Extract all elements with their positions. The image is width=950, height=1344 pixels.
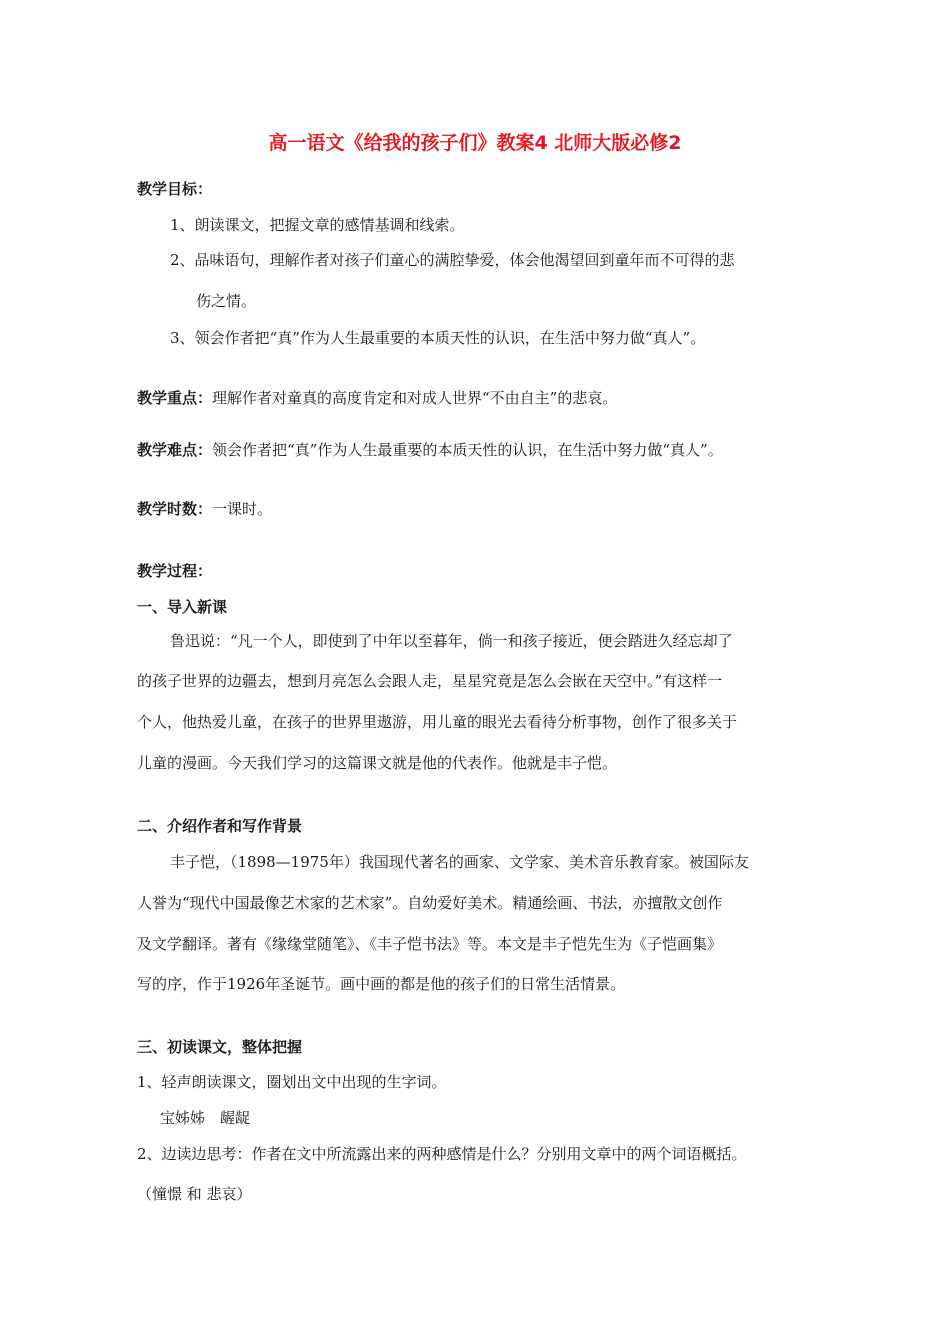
section-1-heading: 一、导入新课 bbox=[137, 598, 228, 616]
section-1-line: 鲁迅说：“凡一个人，即使到了中年以至暮年，倘一和孩子接近，便会踏进久经忘却了 bbox=[170, 632, 733, 650]
section-1-line: 儿童的漫画。今天我们学习的这篇课文就是他的代表作。他就是丰子恺。 bbox=[137, 754, 618, 772]
objective-2-line-1: 2、品味语句，理解作者对孩子们童心的满腔挚爱，体会他渴望回到童年而不可得的悲 bbox=[170, 251, 735, 269]
section-3-heading: 三、初读课文，整体把握 bbox=[137, 1038, 303, 1056]
key-point-text: 理解作者对童真的高度肯定和对成人世界“不由自主”的悲哀。 bbox=[212, 389, 618, 407]
section-2-heading: 二、介绍作者和写作背景 bbox=[137, 817, 303, 835]
section-1-line: 的孩子世界的边疆去，想到月亮怎么会跟人走，星星究竟是怎么会嵌在天空中。”有这样一 bbox=[137, 672, 723, 690]
section-3-answer: （憧憬 和 悲哀） bbox=[137, 1185, 252, 1203]
objectives-heading: 教学目标： bbox=[137, 180, 213, 198]
section-3-item-1: 1、轻声朗读课文，圈划出文中出现的生字词。 bbox=[137, 1073, 447, 1091]
section-3-item-2: 2、边读边思考：作者在文中所流露出来的两种感情是什么？分别用文章中的两个词语概括。 bbox=[137, 1145, 747, 1163]
objective-1: 1、朗读课文，把握文章的感情基调和线索。 bbox=[170, 216, 465, 234]
difficulty-text: 领会作者把“真”作为人生最重要的本质天性的认识，在生活中努力做“真人”。 bbox=[212, 441, 723, 459]
difficulty-label: 教学难点： bbox=[137, 441, 213, 459]
process-heading: 教学过程： bbox=[137, 562, 213, 580]
difficulty bbox=[137, 439, 723, 460]
objective-3: 3、领会作者把“真”作为人生最重要的本质天性的认识，在生活中努力做“真人”。 bbox=[170, 329, 706, 347]
section-2-line: 人誉为“现代中国最像艺术家的艺术家”。自幼爱好美术。精通绘画、书法，亦擅散文创作 bbox=[137, 894, 723, 912]
key-point-label: 教学重点： bbox=[137, 389, 213, 407]
section-3-words: 宝姊姊 龌龊 bbox=[160, 1109, 251, 1127]
key-point bbox=[137, 387, 617, 408]
section-2-line: 丰子恺，（1898—1975年）我国现代著名的画家、文学家、美术音乐教育家。被国际友 bbox=[170, 853, 749, 871]
document-title: 高一语文《给我的孩子们》教案4 北师大版必修2 bbox=[268, 132, 682, 154]
section-2-line: 写的序，作于1926年圣诞节。画中画的都是他的孩子们的日常生活情景。 bbox=[137, 975, 626, 993]
teaching-hours-label: 教学时数： bbox=[137, 500, 213, 518]
objective-2-line-2: 伤之情。 bbox=[196, 292, 257, 310]
teaching-hours bbox=[137, 498, 272, 519]
section-1-line: 个人，他热爱儿童，在孩子的世界里遨游，用儿童的眼光去看待分析事物，创作了很多关于 bbox=[137, 713, 738, 731]
teaching-hours-text: 一课时。 bbox=[212, 500, 273, 518]
section-2-line: 及文学翻译。著有《缘缘堂随笔》、《丰子恺书法》等。本文是丰子恺先生为《子恺画集》 bbox=[137, 935, 723, 953]
